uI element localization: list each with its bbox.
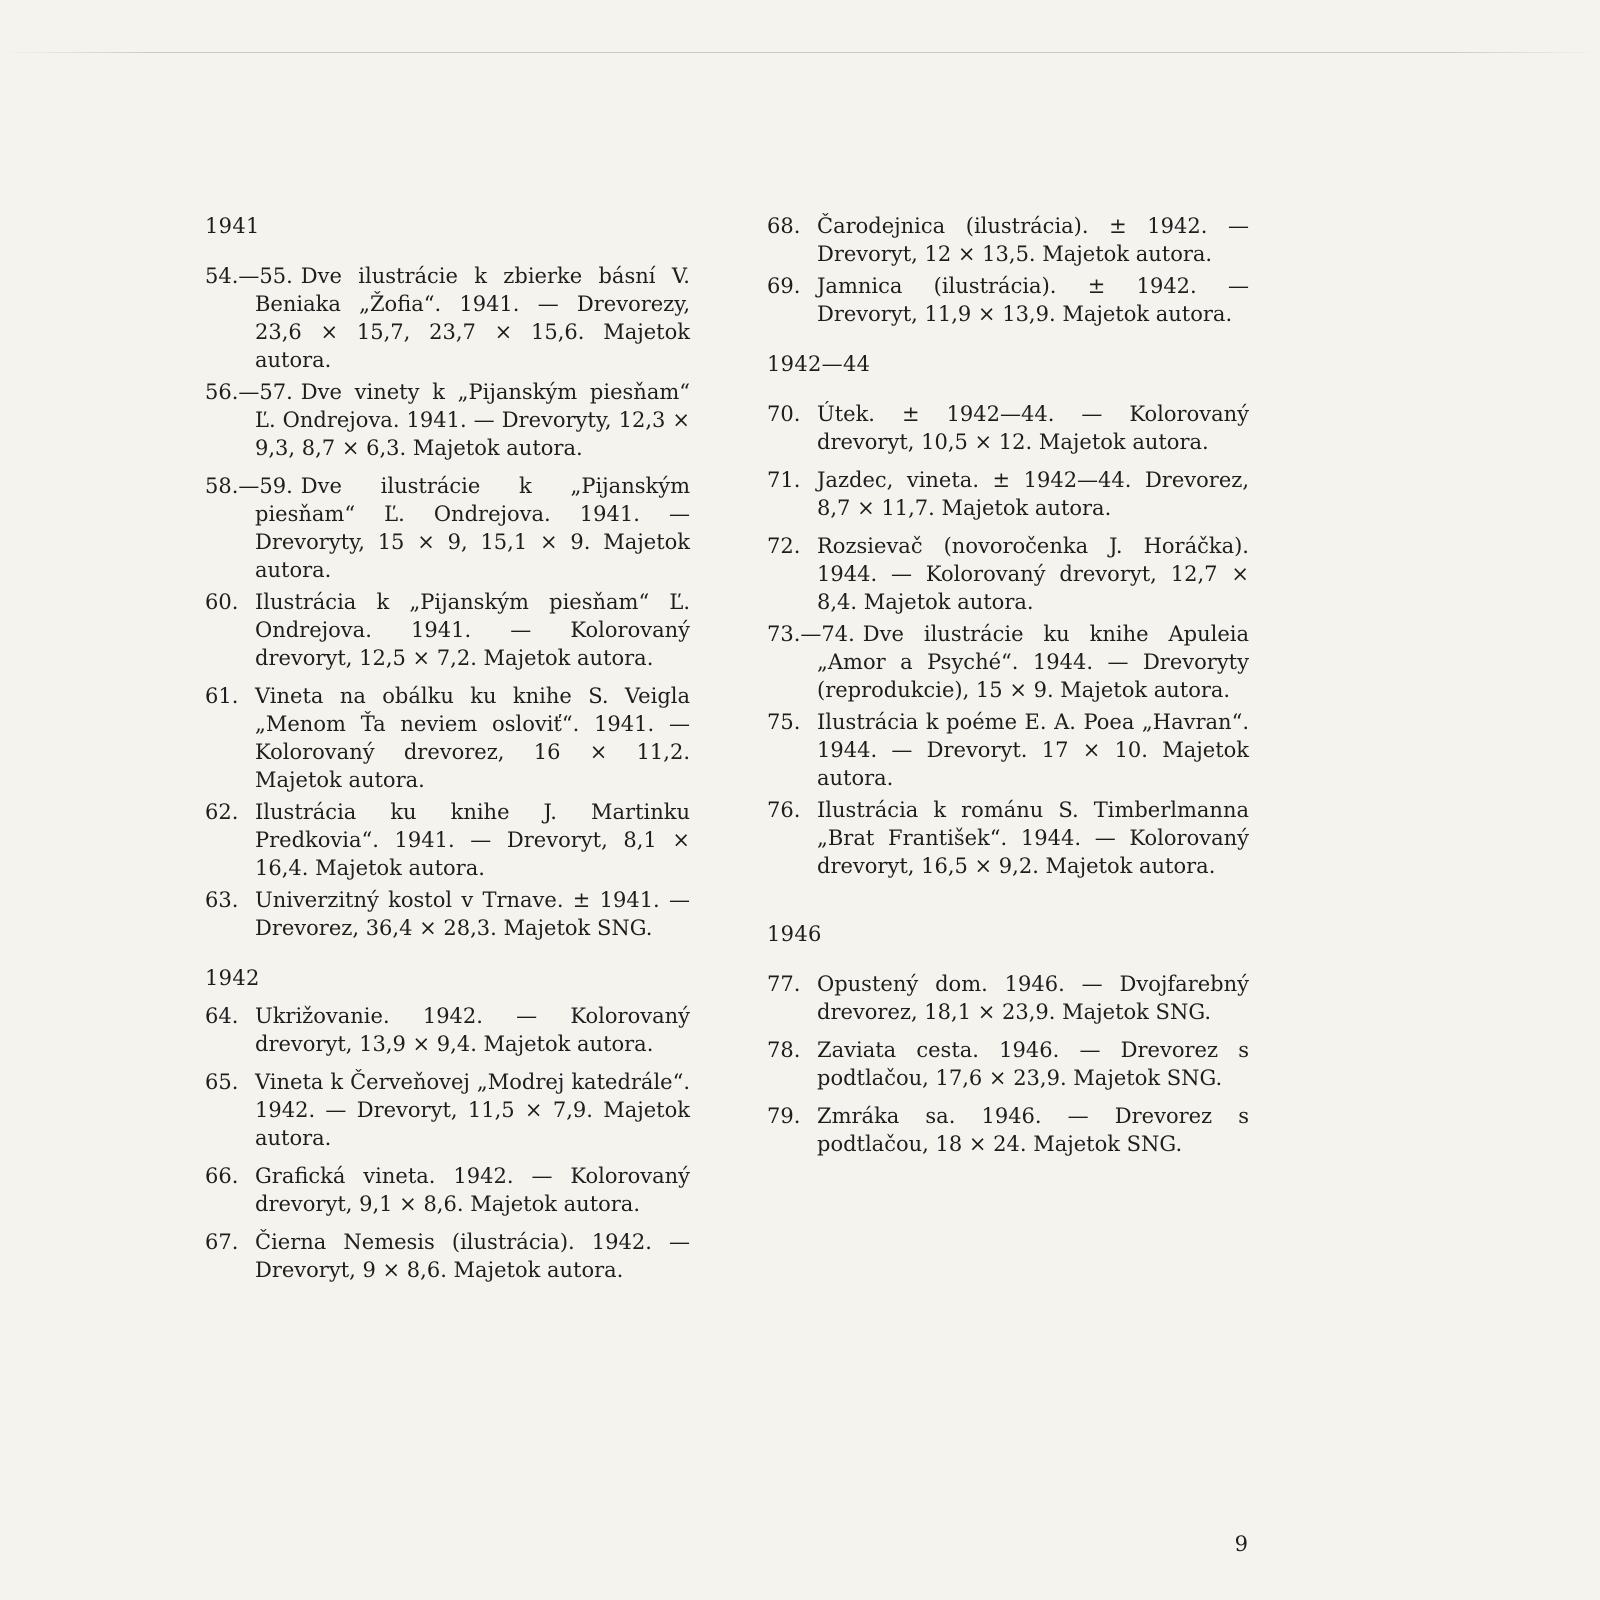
entry-number: 67. [205,1230,239,1254]
entry-number: 58.—59. [205,474,293,498]
entry-text: Dve vinety k „Pijanským piesňam“ Ľ. Ondrejova. 1941. — Drevoryty, 12,3 × 9,3, 8,7 × 6,3. Majetok autora. [255,380,690,460]
catalog-entry-65 [205,1068,690,1152]
catalog-entry-54-55 [205,262,690,374]
entry-text: Univerzitný kostol v Trnave. ± 1941. — Drevorez, 36,4 × 28,3. Majetok SNG. [255,888,690,940]
catalog-entry-79 [767,1102,1249,1158]
catalog-entry-66 [205,1162,690,1218]
entry-text: Ilustrácia ku knihe J. Martinku Predkovia“. 1941. — Drevoryt, 8,1 × 16,4. Majetok autora. [255,800,690,880]
entry-number: 60. [205,590,239,614]
entry-number: 56.—57. [205,380,293,404]
left-column [205,212,690,1284]
section-year-1941: 1941 [205,214,260,238]
catalog-entry-61 [205,682,690,794]
entry-number: 78. [767,1038,801,1062]
section-year-1942-44: 1942—44 [767,352,871,376]
catalog-entry-67 [205,1228,690,1284]
entry-number: 64. [205,1004,239,1028]
entry-text: Dve ilustrácie k „Pijanským piesňam“ Ľ. Ondrejova. 1941. — Drevoryty, 15 × 9, 15,1 × 9. Majetok autora. [255,474,690,582]
entry-text: Čarodejnica (ilustrácia). ± 1942. — Drevoryt, 12 × 13,5. Majetok autora. [817,214,1249,266]
entry-number: 76. [767,798,801,822]
entry-text: Ukrižovanie. 1942. — Kolorovaný drevoryt, 13,9 × 9,4. Majetok autora. [255,1004,690,1056]
entry-number: 63. [205,888,239,912]
catalog-entry-56-57 [205,378,690,462]
top-scan-edge [0,52,1600,53]
entry-text: Ilustrácia k románu S. Timberlmanna „Brat František“. 1944. — Kolorovaný drevoryt, 16,5 × 9,2. Majetok autora. [817,798,1249,878]
catalog-entry-75 [767,708,1249,792]
entry-text: Dve ilustrácie ku knihe Apuleia „Amor a Psyché“. 1944. — Drevoryty (reprodukcie), 15 × 9. Majetok autora. [817,622,1249,702]
catalog-entry-71 [767,466,1249,522]
catalog-entry-62 [205,798,690,882]
catalog-entry-63 [205,886,690,942]
entry-text: Grafická vineta. 1942. — Kolorovaný drevoryt, 9,1 × 8,6. Majetok autora. [255,1164,690,1216]
entry-text: Útek. ± 1942—44. — Kolorovaný drevoryt, 10,5 × 12. Majetok autora. [817,402,1249,454]
entry-text: Jazdec, vineta. ± 1942—44. Drevorez, 8,7 × 11,7. Majetok autora. [817,468,1249,520]
entry-number: 72. [767,534,801,558]
entry-number: 66. [205,1164,239,1188]
entry-number: 73.—74. [767,622,855,646]
entry-text: Zmráka sa. 1946. — Drevorez s podtlačou, 18 × 24. Majetok SNG. [817,1104,1249,1156]
catalog-entry-60 [205,588,690,672]
entry-text: Ilustrácia k poéme E. A. Poea „Havran“. 1944. — Drevoryt. 17 × 10. Majetok autora. [817,710,1249,790]
entry-number: 62. [205,800,239,824]
catalog-entry-70 [767,400,1249,456]
catalog-entry-73-74 [767,620,1249,704]
catalog-entry-72 [767,532,1249,616]
catalog-entry-58-59 [205,472,690,584]
section-year-1942: 1942 [205,966,260,990]
catalog-entry-78 [767,1036,1249,1092]
page-number: 9 [1234,1532,1248,1556]
entry-text: Jamnica (ilustrácia). ± 1942. — Drevoryt, 11,9 × 13,9. Majetok autora. [817,274,1249,326]
entry-number: 79. [767,1104,801,1128]
entry-text: Zaviata cesta. 1946. — Drevorez s podtlačou, 17,6 × 23,9. Majetok SNG. [817,1038,1249,1090]
entry-number: 71. [767,468,801,492]
entry-number: 65. [205,1070,239,1094]
catalog-entry-69 [767,272,1249,328]
entry-number: 70. [767,402,801,426]
entry-number: 69. [767,274,801,298]
entry-text: Opustený dom. 1946. — Dvojfarebný drevorez, 18,1 × 23,9. Majetok SNG. [817,972,1249,1024]
catalog-entry-76 [767,796,1249,880]
entry-number: 75. [767,710,801,734]
catalog-entry-68 [767,212,1249,268]
catalog-entry-77 [767,970,1249,1026]
catalog-entry-64 [205,1002,690,1058]
entry-text: Vineta k Červeňovej „Modrej katedrále“. 1942. — Drevoryt, 11,5 × 7,9. Majetok autora. [255,1070,690,1150]
entry-text: Čierna Nemesis (ilustrácia). 1942. — Drevoryt, 9 × 8,6. Majetok autora. [255,1230,690,1282]
section-year-1946: 1946 [767,922,822,946]
entry-number: 54.—55. [205,264,293,288]
entry-text: Vineta na obálku ku knihe S. Veigla „Menom Ťa neviem osloviť“. 1941. — Kolorovaný drevorez, 16 × 11,2. Majetok autora. [255,684,690,792]
entry-number: 68. [767,214,801,238]
entry-number: 61. [205,684,239,708]
right-column [767,212,1249,1158]
entry-number: 77. [767,972,801,996]
entry-text: Rozsievač (novoročenka J. Horáčka). 1944. — Kolorovaný drevoryt, 12,7 × 8,4. Majetok autora. [817,534,1249,614]
entry-text: Dve ilustrácie k zbierke básní V. Beniaka „Žofia“. 1941. — Drevorezy, 23,6 × 15,7, 23,7 × 15,6. Majetok autora. [255,264,690,372]
entry-text: Ilustrácia k „Pijanským piesňam“ Ľ. Ondrejova. 1941. — Kolorovaný drevoryt, 12,5 × 7,2. Majetok autora. [255,590,690,670]
